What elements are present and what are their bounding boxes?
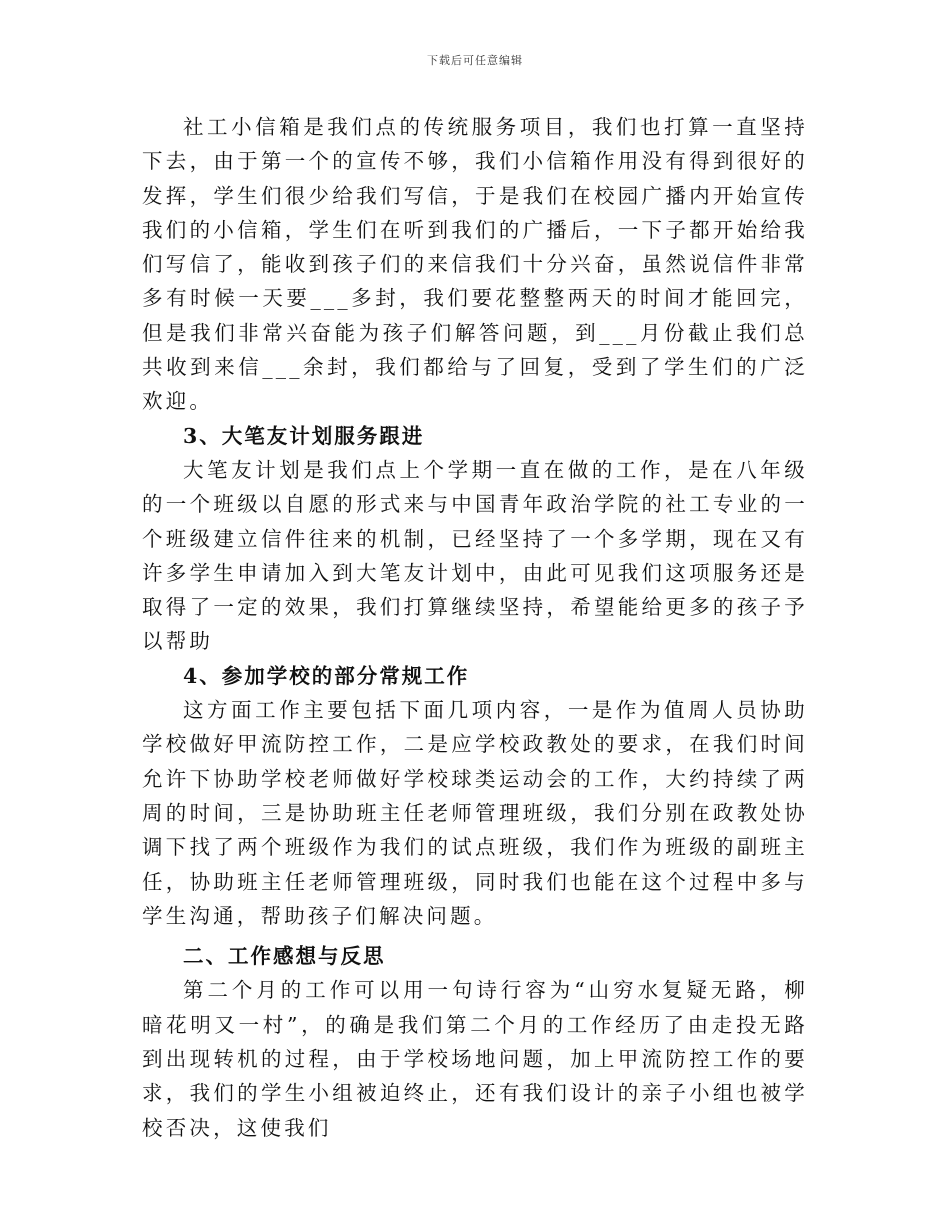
paragraph-reflection: 第二个月的工作可以用一句诗行容为“山穷水复疑无路，柳暗花明又一村”，的确是我们第二个月的工作经历了由走投无路到出现转机的过程，由于学校场地问题，加上甲流防控工作的要求，我们的学生小组被迫终止，还有我们设计的亲子小组也被学校否决，这使我们 [142,978,808,1140]
document-body [142,110,808,1145]
paragraph-pen-pal: 大笔友计划是我们点上个学期一直在做的工作，是在八年级的一个班级以自愿的形式来与中国青年政治学院的社工专业的一个班级建立信件往来的机制，已经坚持了一个多学期，现在又有许多学生申请加入到大笔友计划中，由此可见我们这项服务还是取得了一定的效果，我们打算继续坚持，希望能给更多的孩子予以帮助 [142,457,808,654]
paragraph-routine-work: 这方面工作主要包括下面几项内容，一是作为值周人员协助学校做好甲流防控工作，二是应学校政教处的要求，在我们时间允许下协助学校老师做好学校球类运动会的工作，大约持续了两周的时间，三是协助班主任老师管理班级，我们分别在政教处协调下找了两个班级作为我们的试点班级，我们作为班级的副班主任，协助班主任老师管理班级，同时我们也能在这个过程中多与学生沟通，帮助孩子们解决问题。 [142,698,808,928]
page-header: 下载后可任意编辑 [427,54,523,67]
section-heading-routine-work: 4、参加学校的部分常规工作 [183,663,470,688]
section-heading-pen-pal: 3、大笔友计划服务跟进 [183,423,425,448]
section-heading-reflection: 二、工作感想与反思 [183,944,386,969]
paragraph-mailbox: 社工小信箱是我们点的传统服务项目，我们也打算一直坚持下去，由于第一个的宣传不够，我们小信箱作用没有得到很好的发挥，学生们很少给我们写信，于是我们在校园广播内开始宣传我们的小信箱，学生们在听到我们的广播后，一下子都开始给我们写信了，能收到孩子们的来信我们十分兴奋，虽然说信件非常多有时候一天要___多封，我们要花整整两天的时间才能回完，但是我们非常兴奋能为孩子们解答问题，到___月份截止我们总共收到来信___余封，我们都给与了回复，受到了学生们的广泛欢迎。 [142,115,808,414]
